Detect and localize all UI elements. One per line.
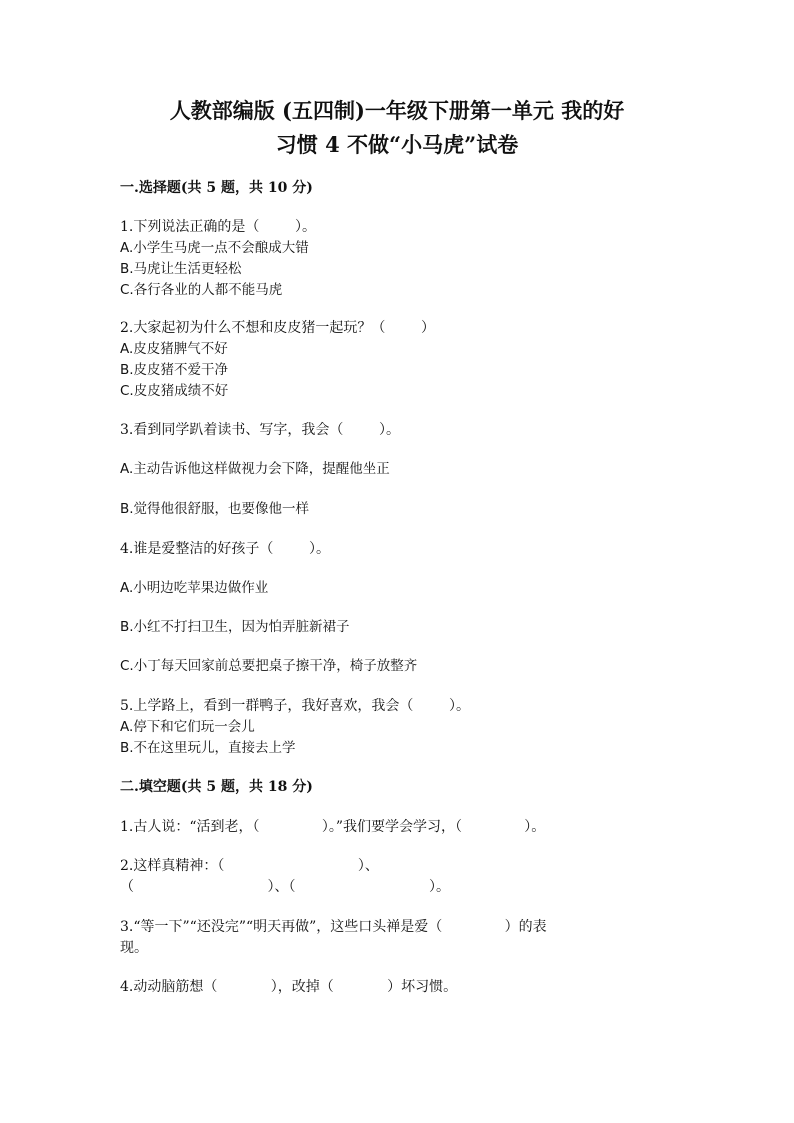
question-5-option-b: B.不在这里玩儿，直接去上学 [120,740,296,756]
question-1-stem: 1.下列说法正确的是（ ）。 [120,219,316,235]
question-5-stem: 5.上学路上，看到一群鸭子，我好喜欢，我会（ ）。 [120,698,470,714]
question-2-option-b: B.皮皮猪不爱干净 [120,362,229,378]
question-2-stem: 2.大家起初为什么不想和皮皮猪一起玩？（ ） [120,320,435,336]
fill-question-1: 1.古人说：“活到老，（ ）。”我们要学会学习，（ ）。 [120,819,546,835]
fill-question-3-line-2: 现。 [120,940,148,956]
question-3-option-b: B.觉得他很舒服，也要像他一样 [120,501,310,517]
question-3-stem: 3.看到同学趴着读书、写字，我会（ ）。 [120,422,400,438]
question-3-option-a: A.主动告诉他这样做视力会下降，提醒他坐正 [120,461,390,477]
exam-title-line-1: 人教部编版 (五四制)一年级下册第一单元 我的好 [169,98,625,123]
fill-question-4: 4.动动脑筋想（ ），改掉（ ）坏习惯。 [120,979,458,995]
question-2-option-c: C.皮皮猪成绩不好 [120,383,229,399]
question-4-option-b: B.小红不打扫卫生，因为怕弄脏新裙子 [120,619,350,635]
fill-question-2-line-2: （ ）、（ ）。 [120,879,451,895]
question-1-option-a: A.小学生马虎一点不会酿成大错 [120,240,309,256]
question-2-option-a: A.皮皮猪脾气不好 [120,341,228,357]
question-4-option-a: A.小明边吃苹果边做作业 [120,580,269,596]
question-1-option-c: C.各行各业的人都不能马虎 [120,282,283,298]
fill-question-3-line-1: 3.“等一下”“还没完”“明天再做”，这些口头禅是爱（ ）的表 [120,919,547,935]
fill-question-2-line-1: 2.这样真精神：（ ）、 [120,858,379,874]
question-4-option-c: C.小丁每天回家前总要把桌子擦干净，椅子放整齐 [120,658,418,674]
section-heading-multiple-choice: 一.选择题(共 5 题，共 10 分) [120,180,313,196]
exam-title-line-2: 习惯 4 不做“小马虎”试卷 [275,132,519,157]
section-heading-fill-in: 二.填空题(共 5 题，共 18 分) [120,779,313,795]
question-5-option-a: A.停下和它们玩一会儿 [120,719,255,735]
question-4-stem: 4.谁是爱整洁的好孩子（ ）。 [120,541,330,557]
question-1-option-b: B.马虎让生活更轻松 [120,261,242,277]
